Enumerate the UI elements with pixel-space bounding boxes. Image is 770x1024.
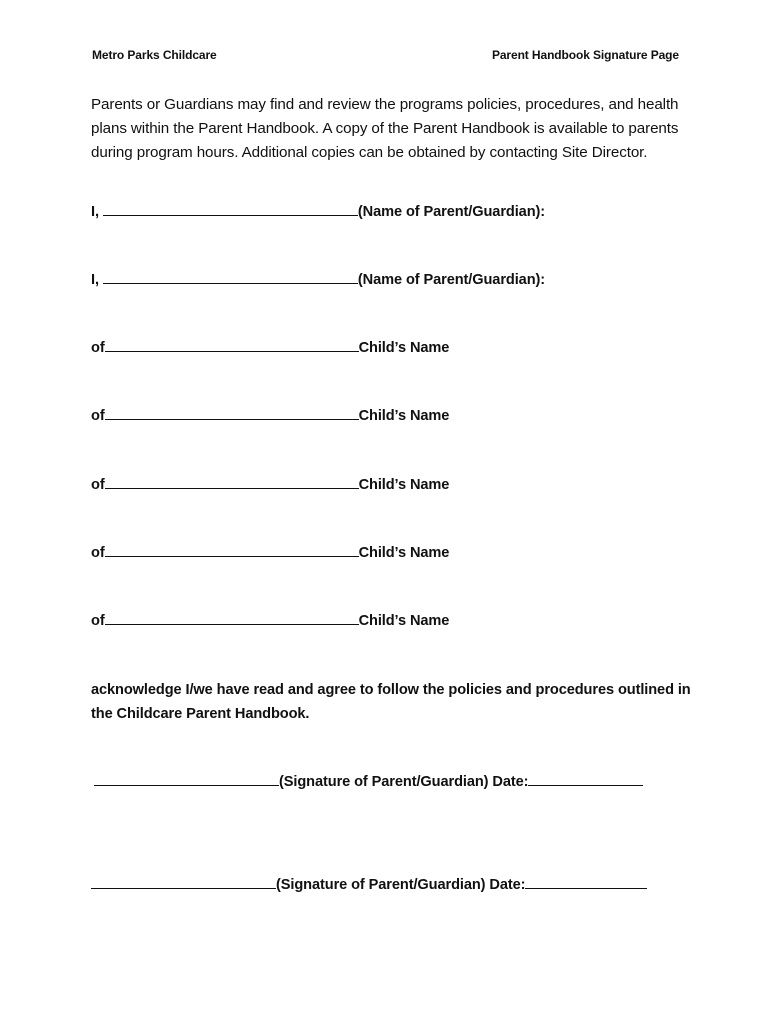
line-prefix: I, bbox=[91, 272, 103, 288]
signature-blank-2[interactable] bbox=[91, 874, 276, 889]
line-label: Child’s Name bbox=[358, 545, 450, 561]
child-name-line-4 bbox=[91, 542, 449, 563]
child-name-blank-3[interactable] bbox=[105, 474, 359, 489]
parent-name-line-2 bbox=[91, 269, 545, 290]
line-prefix: of bbox=[91, 340, 105, 356]
child-name-line-3 bbox=[91, 474, 449, 495]
child-name-line-5 bbox=[91, 610, 449, 631]
child-name-blank-4[interactable] bbox=[105, 542, 359, 557]
child-name-blank-5[interactable] bbox=[105, 610, 359, 625]
signature-line-2 bbox=[91, 874, 647, 895]
child-name-line-2 bbox=[91, 405, 449, 426]
line-prefix: I, bbox=[91, 204, 103, 220]
line-label: Child’s Name bbox=[358, 613, 450, 629]
date-blank-2[interactable] bbox=[525, 874, 647, 889]
signature-blank-1[interactable] bbox=[94, 771, 279, 786]
signature-label: (Signature of Parent/Guardian) Date: bbox=[279, 774, 529, 790]
child-name-line-1 bbox=[91, 337, 449, 358]
line-prefix: of bbox=[91, 545, 105, 561]
date-blank-1[interactable] bbox=[528, 771, 643, 786]
signature-label: (Signature of Parent/Guardian) Date: bbox=[276, 877, 526, 893]
line-label: Child’s Name bbox=[358, 477, 450, 493]
child-name-blank-1[interactable] bbox=[105, 337, 359, 352]
signature-line-1 bbox=[94, 771, 643, 792]
line-prefix: of bbox=[91, 477, 105, 493]
line-prefix: of bbox=[91, 408, 105, 424]
line-label: Child’s Name bbox=[358, 340, 450, 356]
parent-name-line-1 bbox=[91, 201, 545, 222]
parent-name-blank-1[interactable] bbox=[103, 201, 358, 216]
acknowledgement-text: acknowledge I/we have read and agree to follow the policies and procedures outlined in the Childcare Parent Handbook. bbox=[91, 682, 691, 722]
line-prefix: of bbox=[91, 613, 105, 629]
line-label: (Name of Parent/Guardian): bbox=[357, 272, 546, 288]
header-org-name: Metro Parks Childcare bbox=[92, 48, 217, 62]
header-page-title: Parent Handbook Signature Page bbox=[491, 48, 679, 62]
parent-name-blank-2[interactable] bbox=[103, 269, 358, 284]
child-name-blank-2[interactable] bbox=[105, 405, 359, 420]
intro-paragraph: Parents or Guardians may find and review the programs policies, procedures, and health plans within the Parent Handbook. A copy of the Parent Handbook is available to parents during program hours. Additional copies can be obtained by contacting Site Director. bbox=[91, 96, 679, 161]
line-label: Child’s Name bbox=[358, 408, 450, 424]
line-label: (Name of Parent/Guardian): bbox=[357, 204, 546, 220]
